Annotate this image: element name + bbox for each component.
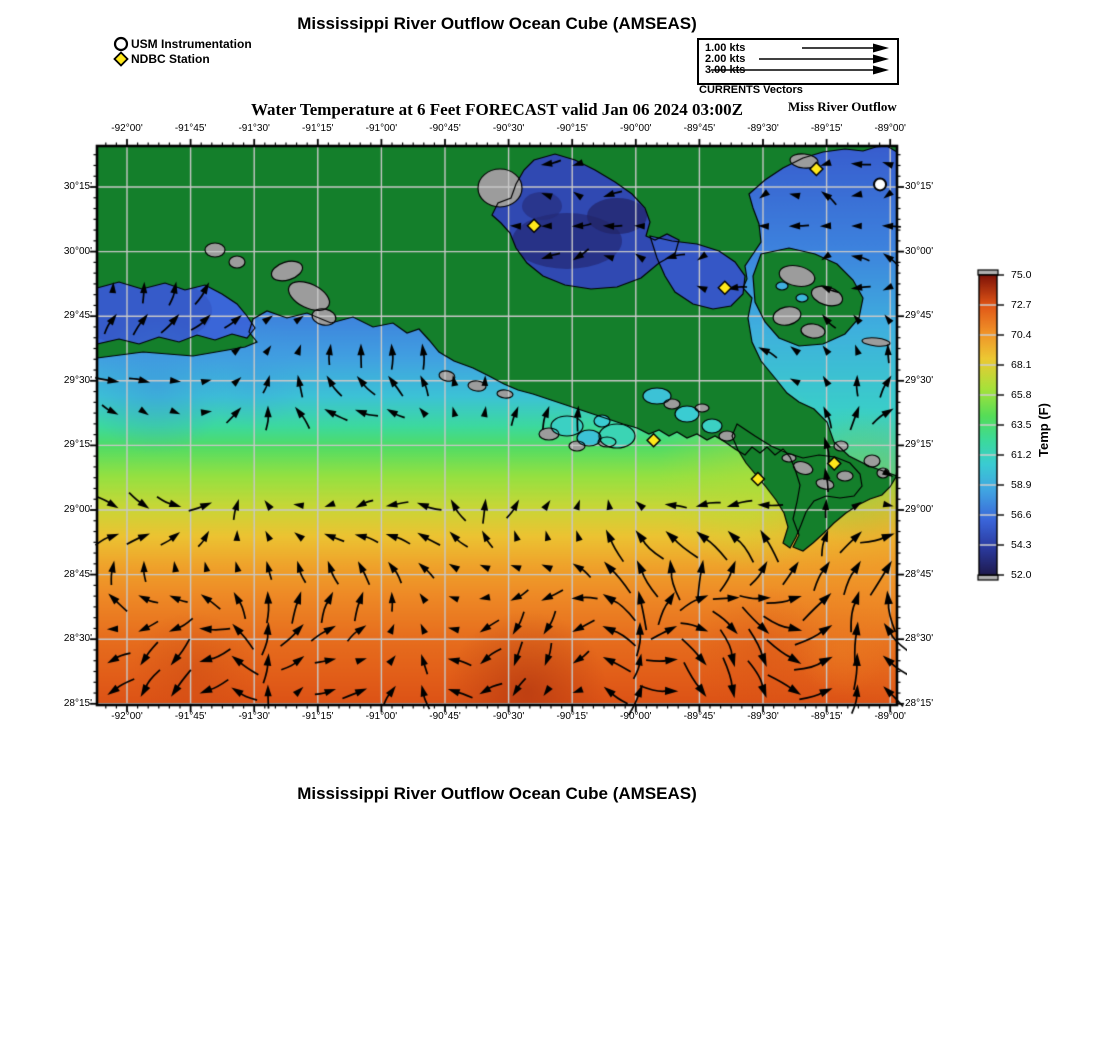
x-tick-label-bottom: -89°15': [810, 711, 843, 722]
x-tick-label-top: -91°45': [174, 123, 207, 134]
y-tick-label-right: 29°00': [905, 504, 934, 515]
x-tick-label-top: -89°30': [747, 123, 779, 134]
usm-legend-label: USM Instrumentation: [131, 37, 252, 51]
x-tick-label-top: -90°45': [429, 123, 461, 134]
colorbar-tick-label: 70.4: [1011, 329, 1032, 341]
colorbar-tick-label: 68.1: [1011, 359, 1032, 371]
y-tick-label-right: 29°30': [905, 374, 934, 386]
y-tick-label-left: 28°30': [63, 633, 92, 645]
x-tick-label-bottom: -91°00': [365, 711, 398, 722]
usm-circle-icon: [115, 38, 127, 50]
y-tick-label-right: 28°15': [905, 697, 934, 709]
y-tick-label-right: 30°15': [905, 181, 934, 192]
vector-legend-arrows: [699, 40, 892, 78]
arrow-head-icon: [873, 55, 889, 64]
x-tick-label-top: -90°30': [492, 123, 525, 134]
x-tick-label-bottom: -91°15': [302, 711, 334, 722]
forecast-subtitle: Water Temperature at 6 Feet FORECAST valid Jan 06 2024 03:00Z: [250, 100, 744, 119]
y-tick-label-left: 28°45': [63, 568, 92, 580]
colorbar-tick-label: 63.5: [1011, 419, 1032, 431]
region-label: Miss River Outflow: [788, 99, 897, 114]
x-tick-label-bottom: -90°45': [429, 711, 461, 722]
colorbar: [973, 266, 1009, 586]
currents-vector-legend: [697, 38, 899, 85]
arrow-head-icon: [873, 66, 889, 75]
x-tick-label-top: -91°30': [238, 123, 270, 134]
y-tick-label-right: 28°45': [905, 568, 934, 580]
arrow-head-icon: [873, 44, 889, 53]
colorbar-tick-label: 58.9: [1011, 479, 1032, 491]
x-tick-label-bottom: -90°15': [556, 711, 588, 722]
y-tick-label-right: 28°30': [905, 633, 934, 645]
page-title: Mississippi River Outflow Ocean Cube (AMSEAS): [297, 14, 697, 33]
vector-row-2-label: 2.00 kts: [705, 53, 746, 65]
colorbar-tick-label: 54.3: [1011, 539, 1032, 551]
colorbar-axis-label: Temp (F): [1036, 403, 1051, 457]
y-tick-label-left: 30°15': [63, 181, 92, 192]
colorbar-tick-label: 75.0: [1011, 269, 1032, 281]
x-tick-label-top: -89°45': [683, 123, 716, 134]
x-tick-label-top: -92°00': [111, 123, 143, 134]
x-tick-label-bottom: -92°00': [111, 711, 143, 722]
colorbar-tick-label: 72.7: [1011, 299, 1032, 311]
x-tick-label-top: -90°00': [620, 123, 652, 134]
y-tick-label-left: 29°30': [63, 374, 92, 386]
x-tick-label-top: -91°00': [365, 123, 398, 134]
x-tick-label-top: -91°15': [302, 123, 334, 134]
y-tick-label-right: 29°15': [905, 439, 934, 451]
x-tick-label-top: -89°00': [874, 123, 906, 134]
map-plot: [87, 136, 907, 715]
x-tick-label-bottom: -91°45': [174, 711, 207, 722]
ndbc-diamond-icon: [115, 53, 128, 66]
y-tick-label-left: 28°15': [63, 697, 92, 709]
colorbar-tick-label: 56.6: [1011, 509, 1032, 521]
footer-title: Mississippi River Outflow Ocean Cube (AMSEAS): [297, 784, 697, 803]
colorbar-tick-label: 52.0: [1011, 569, 1032, 581]
y-tick-label-left: 29°45': [63, 310, 92, 322]
x-tick-label-bottom: -89°45': [683, 711, 716, 722]
x-tick-label-top: -90°15': [556, 123, 588, 134]
y-tick-label-left: 29°15': [63, 439, 92, 451]
x-tick-label-bottom: -90°30': [492, 711, 525, 722]
vector-row-3-label: 3.00 kts: [705, 64, 746, 76]
y-tick-label-left: 29°00': [63, 504, 92, 515]
y-tick-label-right: 30°00': [905, 245, 934, 257]
ndbc-legend-label: NDBC Station: [131, 52, 210, 66]
x-tick-label-top: -89°15': [810, 123, 843, 134]
x-tick-label-bottom: -91°30': [238, 711, 270, 722]
x-tick-label-bottom: -90°00': [620, 711, 652, 722]
y-tick-label-right: 29°45': [905, 310, 934, 322]
y-tick-label-left: 30°00': [63, 245, 92, 257]
colorbar-tick-label: 65.8: [1011, 389, 1032, 401]
x-tick-label-bottom: -89°00': [874, 711, 906, 722]
colorbar-tick-label: 61.2: [1011, 449, 1032, 461]
x-tick-label-bottom: -89°30': [747, 711, 779, 722]
currents-caption: CURRENTS Vectors: [699, 84, 803, 96]
vector-row-1-label: 1.00 kts: [705, 42, 746, 54]
